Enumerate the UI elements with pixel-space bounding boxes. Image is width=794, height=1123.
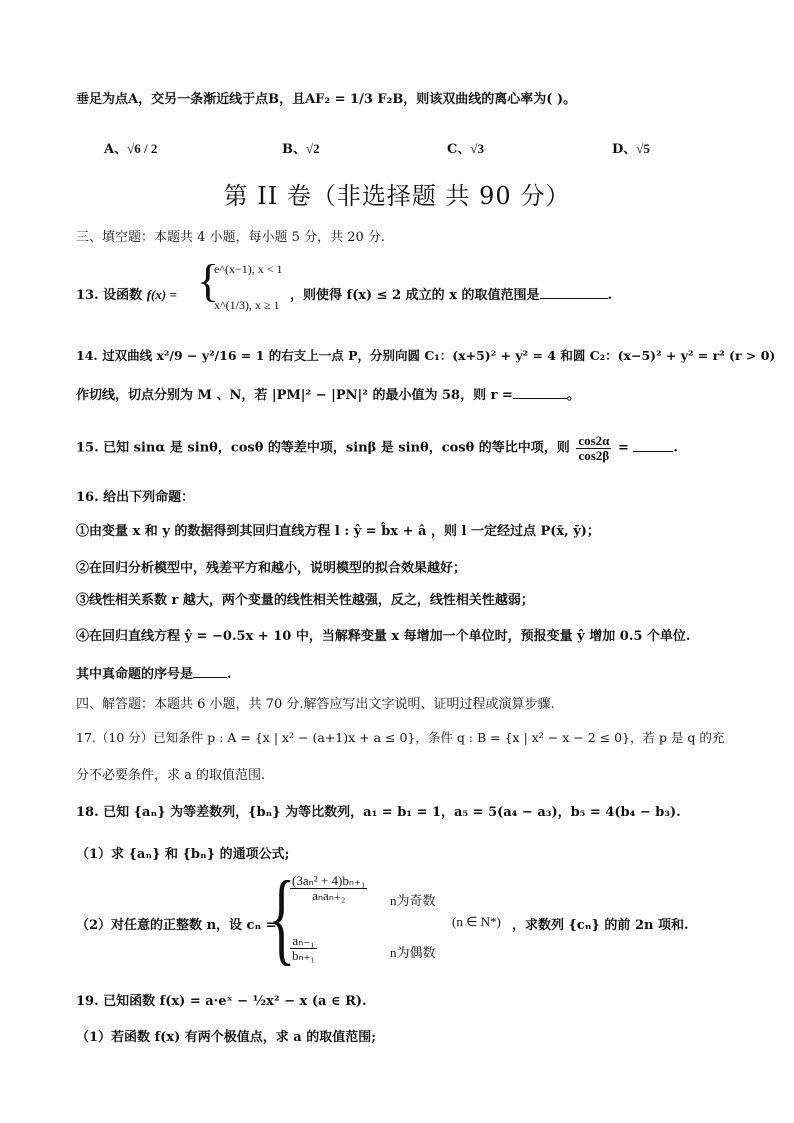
q14-answer-blank[interactable] [513, 388, 567, 399]
q19-line1: 19. 已知函数 f(x) = a·eˣ − ½x² − x (a ∈ R). [76, 994, 367, 1009]
q13-case1: e^(x−1), x < 1 [214, 262, 283, 276]
q17-line2: 分不必要条件，求 a 的取值范围. [76, 768, 266, 783]
q13-number: 13. [76, 288, 99, 303]
q12-option-d [612, 138, 650, 157]
q18-case1 [288, 874, 369, 902]
q17-line1: 17.（10 分）已知条件 p : A = {x | x² − (a+1)x + a ≤ 0}，条件 q : B = {x | x² − x − 2 ≤ 0}，若 p 是 q 的充 [76, 730, 725, 745]
q18-line1: 18. 已知 {aₙ} 为等差数列，{bₙ} 为等比数列，a₁ = b₁ = 1，a₅ = 5(a₄ − a₃)，b₅ = 4(b₄ − b₃). [76, 805, 681, 820]
option-value: √3 [470, 141, 484, 156]
option-value: √6 / 2 [127, 141, 158, 156]
q18-case2 [288, 934, 319, 962]
q14-line2-text: 作切线，切点分别为 M 、N，若 |PM|² − |PN|² 的最小值为 58，则 r = [76, 388, 513, 403]
section4-header: 四、解答题：本题共 6 小题，共 70 分.解答应写出文字说明、证明过程或演算步骤. [76, 697, 555, 712]
q14-line2: 作切线，切点分别为 M 、N，若 |PM|² − |PN|² 的最小值为 58，则 r = 。 [76, 388, 580, 403]
q16-statement-3: ③线性相关系数 r 越大，两个变量的线性相关性越强，反之，线性相关性越弱； [76, 593, 534, 608]
q15-answer-blank[interactable] [633, 441, 673, 452]
q18-domain: (n ∈ N*) [452, 914, 501, 929]
q13-case2: x^(1/3), x ≥ 1 [214, 298, 280, 312]
q16-answer-blank[interactable] [193, 667, 227, 678]
q13-lead-text: 设函数 [103, 288, 143, 303]
q16-answer: 其中真命题的序号是 . [76, 667, 232, 682]
q18-case2-num: aₙ₋₁ [290, 934, 317, 949]
q18-case1-condition: n为奇数 [390, 893, 436, 908]
q13-answer-blank[interactable] [540, 288, 608, 299]
q15-fraction-num: cos2α [578, 433, 610, 448]
q13-tail-text: ，则使得 f(x) ≤ 2 成立的 x 的取值范围是 [290, 288, 540, 303]
option-value: √2 [306, 141, 320, 156]
q12-option-c [447, 138, 484, 157]
q14-line1: 14. 过双曲线 x²/9 − y²/16 = 1 的右支上一点 P，分别向圆 C₁：(x+5)² + y² = 4 和圆 C₂：(x−5)² + y² = r² (r > 0) [76, 348, 776, 363]
part2-title: 第 II 卷（非选择题 共 90 分） [223, 182, 571, 210]
option-label: C、 [447, 142, 471, 157]
section3-header: 三、填空题：本题共 4 小题，每小题 5 分，共 20 分. [76, 230, 386, 245]
option-label: B、 [282, 142, 306, 157]
option-label: A、 [104, 142, 128, 157]
q13-lead: 13. 设函数 f(x) = [76, 287, 177, 303]
q18-case1-fraction [290, 874, 367, 902]
q12-tail: 垂足为点A，交另一条渐近线于点B，且AF₂ = 1/3 F₂B，则该双曲线的离心率为( )。 [76, 92, 577, 107]
q18-case2-condition: n为偶数 [390, 945, 436, 960]
q16-answer-text: 其中真命题的序号是 [76, 667, 194, 682]
q15-fraction [576, 434, 611, 462]
option-label: D、 [612, 142, 637, 157]
q13-brace: { [197, 255, 220, 306]
q16-statement-2: ②在回归分析模型中，残差平方和越小，说明模型的拟合效果越好； [76, 561, 467, 576]
q18-sub2-lead: （2）对任意的正整数 n，设 cₙ = [76, 918, 277, 933]
q16-statement-1: ①由变量 x 和 y 的数据得到其回归直线方程 l : ŷ = b̂x + â ，则 l 一定经过点 P(x̄, ȳ)； [76, 524, 600, 539]
q18-case1-den: aₙaₙ₊₂ [312, 887, 346, 903]
option-value: √5 [636, 141, 650, 156]
q18-case1-num: (3aₙ² + 4)bₙ₊₁ [292, 873, 366, 888]
q15: 15. 已知 sinα 是 sinθ，cosθ 的等差中项，sinβ 是 sinθ，cosθ 的等比中项，则 $\frac{\cos 2\alpha}{\cos 2\beta}$ = . [76, 433, 678, 463]
q15-fraction-den: cos2β [578, 447, 610, 463]
q18-case2-den: bₙ₊₁ [292, 947, 316, 963]
q18-case2-fraction [290, 934, 317, 962]
q13-tail: ，则使得 f(x) ≤ 2 成立的 x 的取值范围是 . [290, 288, 613, 303]
q18-sub1: （1）求 {aₙ} 和 {bₙ} 的通项公式; [76, 847, 290, 862]
q16-statement-4: ④在回归直线方程 ŷ = −0.5x + 10 中，当解释变量 x 每增加一个单位时，预报变量 ŷ 增加 0.5 个单位. [76, 629, 691, 644]
q12-option-b [282, 138, 320, 157]
q19-sub1: （1）若函数 f(x) 有两个极值点，求 a 的取值范围; [76, 1030, 377, 1045]
q12-option-a [104, 138, 157, 157]
q16-header: 16. 给出下列命题： [76, 490, 195, 505]
q15-text: 15. 已知 sinα 是 sinθ，cosθ 的等差中项，sinβ 是 sinθ，cosθ 的等比中项，则 [76, 440, 570, 456]
q18-brace: { [268, 860, 296, 975]
q18-sub2-tail: ，求数列 {cₙ} 的前 2n 项和. [512, 918, 689, 933]
